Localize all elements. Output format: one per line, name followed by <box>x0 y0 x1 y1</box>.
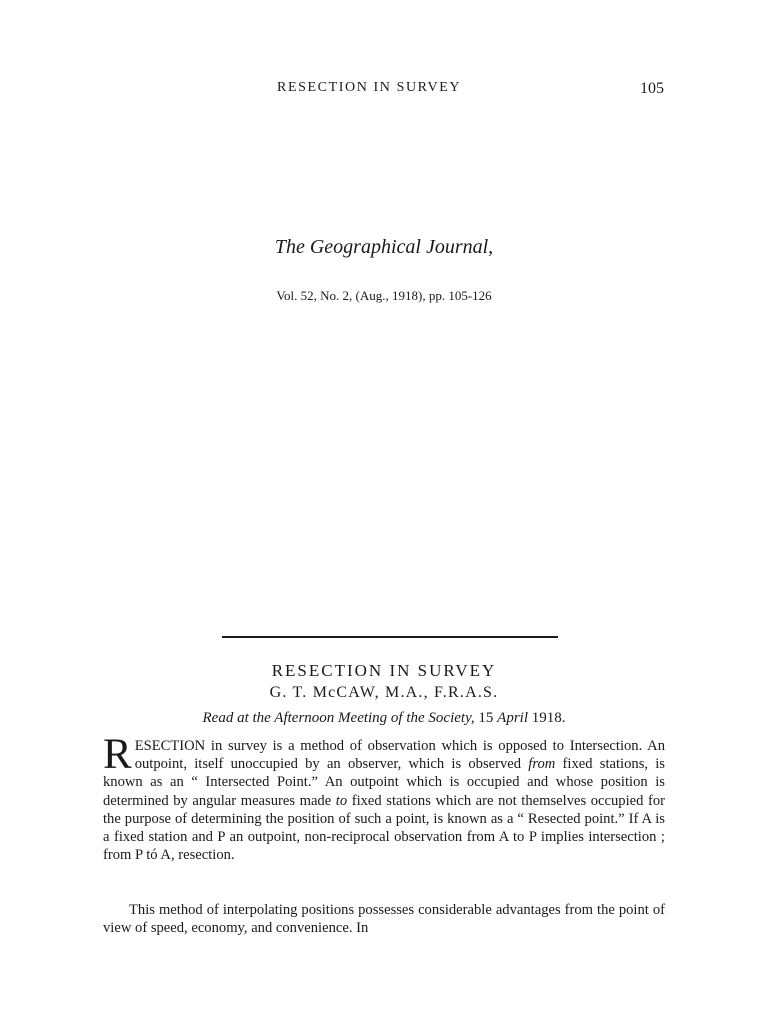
title-rule <box>222 636 558 638</box>
article-author: G. T. McCAW, M.A., F.R.A.S. <box>269 684 499 701</box>
running-head <box>0 80 768 100</box>
read-note <box>0 710 768 727</box>
paragraph-1-part-c: fixed stations which are not themselves occupied for the purpose of determining the position of such a point, is known as a “ Resected point.” If A is a fixed station and P an outpoint, non-reciprocal observation from A to P implies intersection ; from P tó A, resection. <box>103 792 665 864</box>
drop-cap: R <box>103 731 132 778</box>
emphasis-from: from <box>528 756 556 773</box>
paragraph-1-part-a: ESECTION in survey is a method of observation which is opposed to Intersection. An outpoint, itself unoccupied by an observer, which is observed <box>134 738 665 773</box>
journal-citation: Vol. 52, No. 2, (Aug., 1918), pp. 105-126 <box>276 288 492 303</box>
journal-title: The Geographical Journal, <box>274 236 494 258</box>
read-note-month: April <box>497 710 528 726</box>
paragraph-2-text: This method of interpolating positions possesses considerable advantages from the point of view of speed, economy, and convenience. In <box>103 902 665 937</box>
emphasis-to: to <box>335 792 348 809</box>
article-title: RESECTION IN SURVEY <box>271 661 497 680</box>
read-note-meeting: Read at the Afternoon Meeting of the Society, <box>202 710 475 726</box>
paragraph-1 <box>103 731 665 864</box>
read-note-day: 15 <box>478 710 494 726</box>
read-note-year: 1918. <box>531 710 566 726</box>
paragraph-2 <box>103 901 665 937</box>
page-number: 105 <box>640 80 664 97</box>
paragraph-1-part-b: fixed stations, is known as an “ Intersected Point.” An outpoint which is occupied and whose position is determined by angular measures made <box>103 756 665 809</box>
running-title: RESECTION IN SURVEY <box>277 80 462 95</box>
